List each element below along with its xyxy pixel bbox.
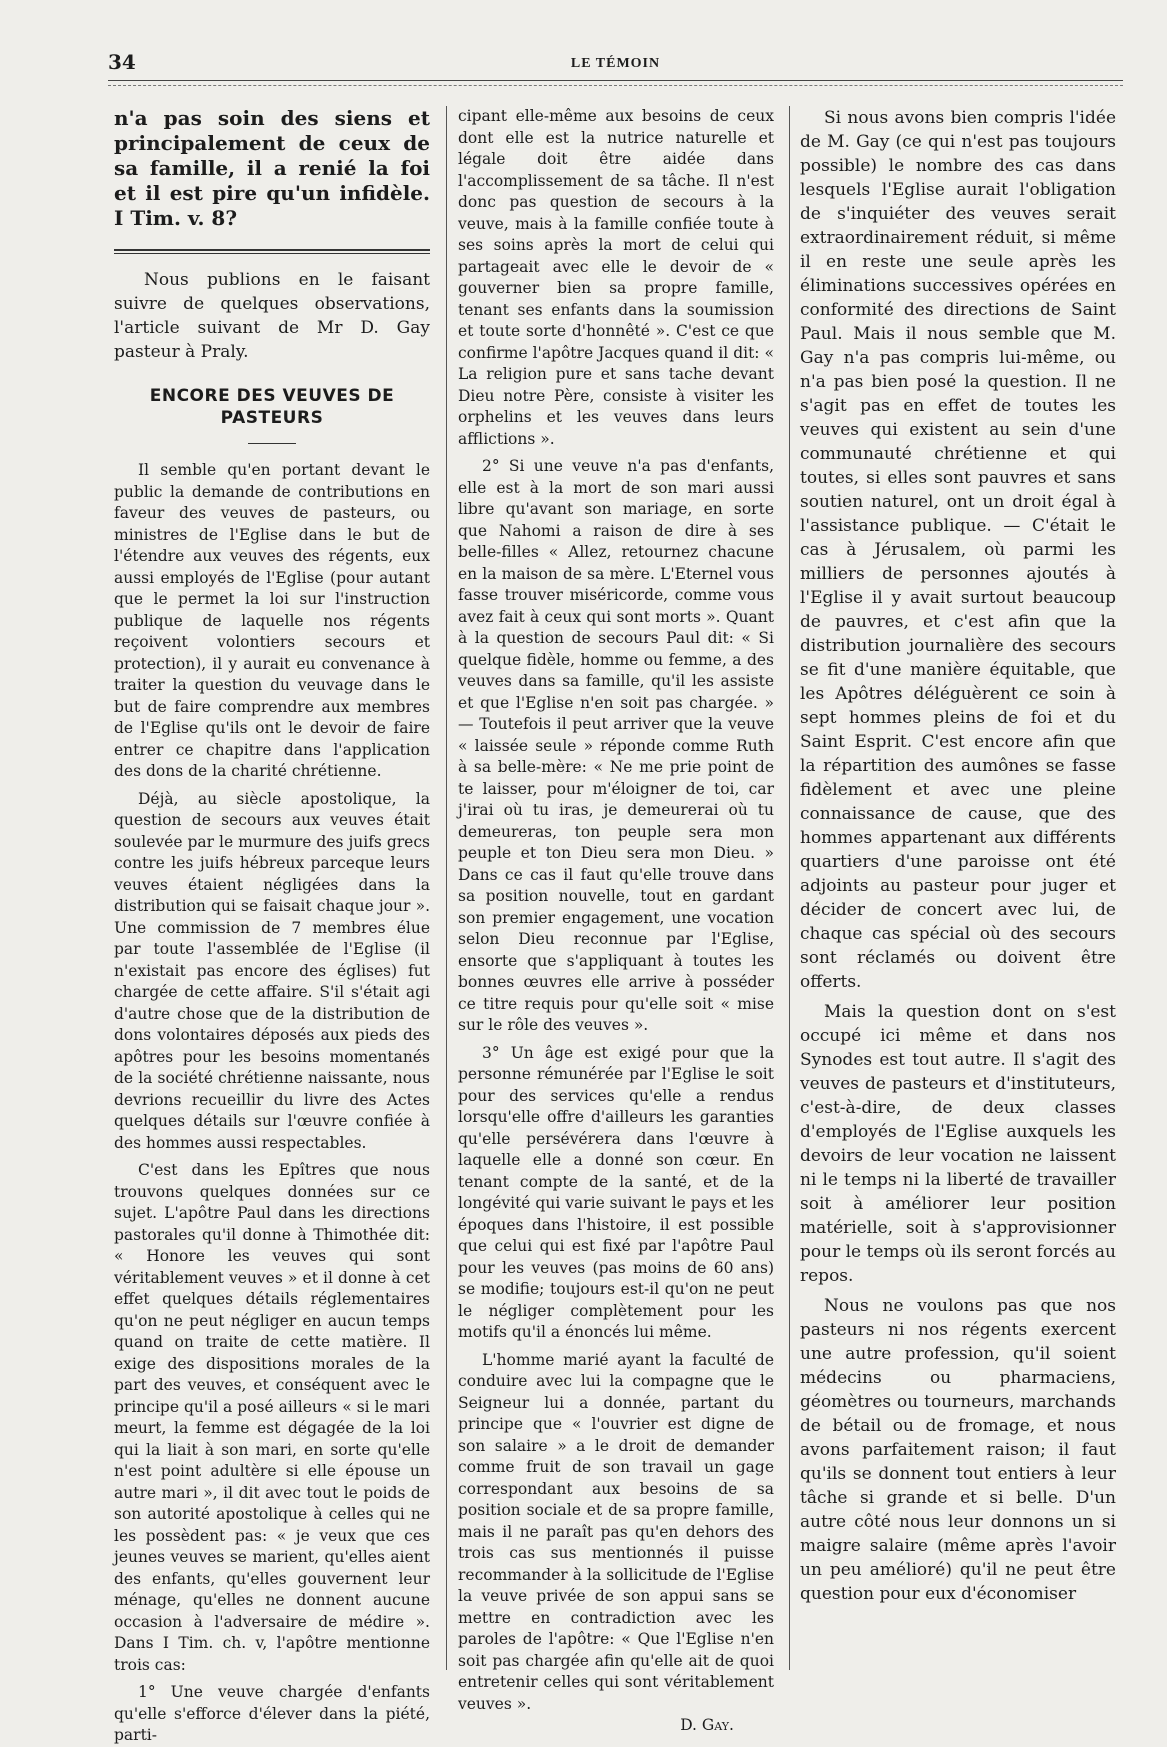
- continued-verse: n'a pas soin des siens et principalement de ceux de sa famille, il a renié la foi et il est pire qu'un infidèle. I Tim. v. 8?: [114, 106, 430, 230]
- column-divider: [446, 106, 447, 1670]
- column-right: [800, 106, 1116, 1670]
- article-paragraph: Il semble qu'en portant devant le public la demande de contributions en faveur des veuves de pasteurs, ou ministres de l'Eglise dans le but de l'étendre aux veuves des régents, eux aussi employés de l'Eglise (pour autant que le permet la loi sur l'instruction publique de laquelle nos régents reçoivent volontiers secours et protection), il y aurait eu convenance à traiter la question du veuvage dans le but de faire comprendre aux membres de l'Eglise qu'ils ont le devoir de faire entrer ce chapitre dans l'application des dons de la charité chrétienne.: [114, 461, 430, 780]
- title-dash: [248, 443, 296, 444]
- article-paragraph: 3° Un âge est exigé pour que la personne rémunérée par l'Eglise le soit pour des services qu'elle a rendus lorsqu'elle offre d'ailleurs les garanties qu'elle persévérera dans l'œuvre à laquelle elle a donné son cœur. En tenant compte de la santé, et de la longévité qui varie suivant le pays et les époques dans l'histoire, il est possible que celui qui est fixé par l'apôtre Paul pour les veuves (pas moins de 60 ans) se modifie; toujours est-il qu'on ne peut le négliger complètement pour les motifs qu'il a énoncés lui même.: [458, 1043, 774, 1341]
- page-number: 34: [108, 50, 136, 74]
- column-divider: [789, 106, 790, 1670]
- editorial-intro: Nous publions en le faisant suivre de quelques observations, l'article suivant de Mr D. Gay pasteur à Praly.: [114, 270, 430, 362]
- page-header: [108, 50, 1123, 76]
- article-paragraph: Nous ne voulons pas que nos pasteurs ni nos régents exercent une autre profession, qu'il soient médecins ou pharmaciens, géomètres ou tourneurs, marchands de bétail ou de fromage, et nous avons parfaitement raison; il faut qu'ils se donnent tout entiers à leur tâche si grande et si belle. D'un autre côté nous leur donnons un si maigre salaire (même après l'avoir un peu amélioré) qu'il ne peut être question pour eux d'économiser: [800, 1296, 1116, 1604]
- article-paragraph: 2° Si une veuve n'a pas d'enfants, elle est à la mort de son mari aussi libre qu'avant son mariage, en sorte que Nahomi a raison de dire à ses belle-filles « Allez, retournez chacune en la maison de sa mère. L'Eternel vous fasse trouver miséricorde, comme vous avez fait à ceux qui sont morts ». Quant à la question de secours Paul dit: « Si quelque fidèle, homme ou femme, a des veuves dans sa famille, qu'il les assiste et que l'Eglise n'en soit pas chargée. » — Toutefois il peut arriver que la veuve « laissée seule » réponde comme Ruth à sa belle-mère: « Ne me prie point de te laisser, pour m'éloigner de toi, car j'irai où tu iras, je demeurerai où tu demeureras, ton peuple sera mon peuple et ton Dieu sera mon Dieu. » Dans ce cas il faut qu'elle trouve dans sa position nouvelle, tout en gardant son premier engagement, une vocation selon Dieu reconnue par l'Eglise, ensorte que s'appliquant à toutes les bonnes œuvres elle arrive à posséder ce titre requis pour qu'elle soit « mise sur le rôle des veuves ».: [458, 457, 774, 1034]
- article-paragraph: Mais la question dont on s'est occupé ici même et dans nos Synodes est tout autre. Il s'agit des veuves de pasteurs et d'instituteurs, c'est-à-dire, de deux classes d'employés de l'Eglise auxquels les devoirs de leur vocation ne laissent ni le temps ni la liberté de travailler soit à améliorer leur position matérielle, soit à s'approvisionner pour le temps où ils seront forcés au repos.: [800, 1002, 1116, 1286]
- article-paragraph: cipant elle-même aux besoins de ceux dont elle est la nutrice naturelle et légale doit être aidée dans l'accomplissement de sa tâche. Il n'est donc pas question de secours à la veuve, mais à la famille confiée toute à ses soins après la mort de celui qui partageait avec elle le devoir de « gouverner bien sa propre famille, tenant ses enfants dans la soumission et toute sorte d'honnêté ». C'est ce que confirme l'apôtre Jacques quand il dit: « La religion pure et sans tache devant Dieu notre Père, consiste à visiter les orphelins et les veuves dans leurs afflictions ».: [458, 107, 774, 448]
- column-left: [114, 106, 430, 1744]
- article-paragraph: Si nous avons bien compris l'idée de M. Gay (ce qui n'est pas toujours possible) le nombre des cas dans lesquels l'Eglise aurait l'obligation de s'inquiéter des veuves serait extraordinairement réduit, si même il en reste une seule après les éliminations successives opérées en conformité des directions de Saint Paul. Mais il nous semble que M. Gay n'a pas compris lui-même, ou n'a pas bien posé la question. Il ne s'agit pas en effet de toutes les veuves qui existent au sein d'une communauté chrétienne et qui toutes, si elles sont pauvres et sans soutien naturel, ont un droit égal à l'assistance publique. — C'était le cas à Jérusalem, où parmi les milliers de personnes ajoutés à l'Eglise il y avait surtout beaucoup de pauvres, et c'est afin que la distribution journalière des secours se fit d'une manière équitable, que les Apôtres déléguèrent ce soin à sept hommes pleins de foi et du Saint Esprit. C'est encore afin que la répartition des aumônes se fasse fidèlement et avec une pleine connaissance de cause, que des hommes appartenant aux différents quartiers d'une paroisse ont été adjoints au pasteur pour juger et décider de concert avec lui, de chaque cas spécial où des secours sont réclamés ou doivent être offerts.: [800, 108, 1116, 992]
- article-title: ENCORE DES VEUVES DE PASTEURS: [149, 386, 395, 428]
- author-signature: D. Gay.: [680, 1716, 734, 1734]
- article-paragraph: Déjà, au siècle apostolique, la question de secours aux veuves était soulevée par le murmure des juifs grecs contre les juifs hébreux parceque leurs veuves étaient négligées dans la distribution qui se faisait chaque jour ». Une commission de 7 membres élue par toute l'assemblée de l'Eglise (il n'existait pas encore des églises) fut chargée de cette affaire. S'il s'était agi d'autre chose que de la distribution de dons volontaires déposés aux pieds des apôtres pour les besoins momentanés de la société chrétienne naissante, nous devrions recueillir du livre des Actes quelques détails sur l'œuvre confiée à des hommes aussi respectables.: [114, 789, 430, 1152]
- article-paragraph: L'homme marié ayant la faculté de conduire avec lui la compagne que le Seigneur lui a donnée, partant du principe que « l'ouvrier est digne de son salaire » a le droit de demander comme fruit de son travail un gage correspondant aux besoins de sa position sociale et de sa propre famille, mais il ne paraît pas qu'en dehors des trois cas sus mentionnés il puisse recommander à la sollicitude de l'Eglise la veuve privée de son appui sans se mettre en contradiction avec les paroles de l'apôtre: « Que l'Eglise n'en soit pas chargée afin qu'elle ait de quoi entretenir celles qui sont véritablement veuves ».: [458, 1350, 774, 1713]
- column-middle: [458, 106, 774, 1734]
- article-paragraph: 1° Une veuve chargée d'enfants qu'elle s'efforce d'élever dans la piété, parti-: [114, 1683, 430, 1744]
- article-paragraph: C'est dans les Epîtres que nous trouvons quelques données sur ce sujet. L'apôtre Paul dans les directions pastorales qu'il donne à Thimothée dit: « Honore les veuves qui sont véritablement veuves » et il donne à cet effet quelques détails réglementaires qu'on ne peut négliger en aucun temps quand on traite de cette matière. Il exige des dispositions morales de la part des veuves, et conséquent avec le principe qu'il a posé ailleurs « si le mari meurt, la femme est dégagée de la loi qui la liait à son mari, en sorte qu'elle n'est point adultère si elle épouse un autre mari », il dit avec tout le poids de son autorité apostolique à celles qui ne les possèdent pas: « je veux que ces jeunes veuves se marient, qu'elles aient des enfants, qu'elles gouvernent leur ménage, qu'elles ne donnent aucune occasion à l'adversaire de médire ». Dans I Tim. ch. v, l'apôtre mentionne trois cas:: [114, 1161, 430, 1674]
- running-title: LE TÉMOIN: [570, 56, 661, 71]
- header-rule: [108, 80, 1123, 86]
- section-separator: [114, 249, 430, 254]
